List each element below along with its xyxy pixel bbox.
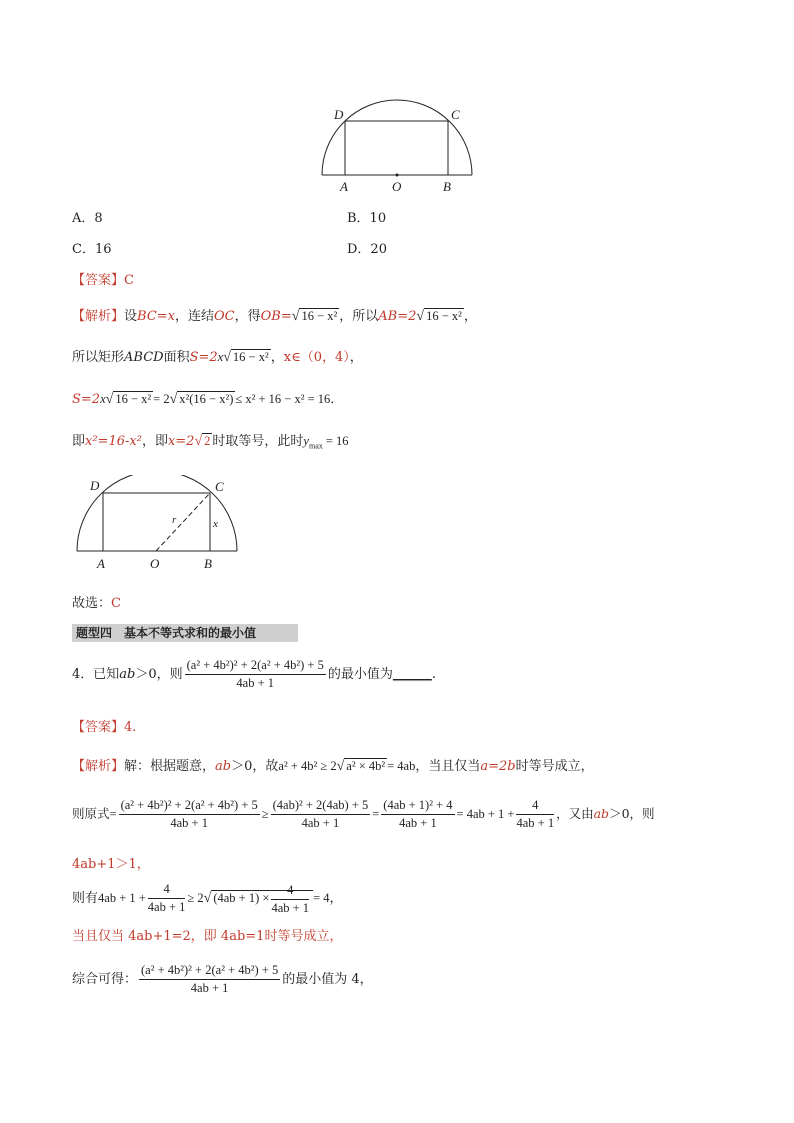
sqrt-expression: √ a² × 4b²: [336, 759, 386, 774]
math-oc: OC: [214, 309, 235, 324]
text: 所以矩形: [72, 350, 125, 365]
text: 4．已知: [72, 667, 120, 682]
answer-tag: 【答案】: [72, 720, 125, 735]
q4-analysis-line-3: 4ab+1＞1，: [72, 857, 150, 872]
text: ＞0，则: [609, 806, 655, 821]
math-expression: = 4ab + 1 +: [456, 807, 515, 821]
math-x-value: x=2: [167, 434, 195, 449]
math-s: S=2: [189, 350, 218, 365]
sqrt-expression: √ (4ab + 1) × $\frac{4}{4ab + 1}$: [204, 891, 313, 905]
label-c: C: [451, 107, 460, 122]
rectangle-abcd: [345, 121, 448, 175]
math-inequality: ≤ x² + 16 − x² = 16: [235, 392, 331, 406]
sqrt-expression: √ 16 − x²: [223, 350, 269, 365]
text: ，又由: [556, 806, 594, 821]
fraction: $\frac{\text{(a² + 4b²)² + 2(a² + 4b²) + 5}}{4ab + 1}$: [141, 963, 279, 995]
q3-analysis-line-1: [72, 305, 477, 325]
center-point: [396, 174, 399, 177]
text: 的最小值为: [327, 667, 393, 682]
label-x: x: [213, 518, 218, 530]
radius-dashed-line: [156, 493, 210, 551]
math-domain: x∈（0，4）: [283, 350, 350, 365]
sqrt-expression: √ 16 − x²: [291, 309, 338, 324]
answer-value: C: [124, 273, 134, 288]
text: ，当且仅当: [415, 759, 481, 774]
text: 时等号成立，: [515, 759, 594, 774]
q3-analysis-line-3: [72, 388, 343, 408]
math-expression: 4ab + 1 +: [98, 891, 146, 905]
text: ，得: [234, 309, 261, 324]
text: 时取等号，此时: [212, 434, 304, 449]
q4-analysis-line-4: [72, 882, 343, 916]
text: 的最小值为 4，: [282, 972, 373, 987]
q4-analysis-line-1: [72, 755, 594, 775]
text: ．: [330, 392, 344, 407]
sqrt-expression: √ x²(16 − x²): [169, 392, 234, 407]
math-x: x: [100, 392, 106, 406]
q4-analysis-line-2: [72, 798, 655, 831]
math-eq: =: [109, 807, 117, 821]
q3-choose: [72, 592, 121, 611]
option-a: A．8: [72, 211, 103, 226]
text: .: [431, 667, 436, 682]
text: ，: [270, 350, 284, 365]
text: ＞0，故: [231, 759, 279, 774]
math-x: x: [217, 350, 224, 364]
math-condition: a=2b: [480, 759, 516, 774]
math-equation: x²=16-x²: [85, 434, 142, 449]
math-abcd: ABCD: [124, 350, 164, 365]
math-ab: ab: [593, 806, 610, 821]
sqrt-expression: √ 16 − x²: [416, 309, 462, 324]
semicircle-arc: [77, 475, 237, 551]
label-r: r: [172, 514, 177, 526]
option-c: C．16: [72, 242, 112, 257]
text: 则原式: [72, 806, 110, 821]
math-s: S=2: [72, 392, 101, 407]
section-title: 题型四 基本不等式求和的最小值: [72, 624, 298, 642]
text: ，所以: [339, 309, 379, 324]
text: ，: [329, 891, 343, 906]
text: 即: [72, 434, 86, 449]
fraction: $\frac{\text{(a² + 4b²)² + 2(a² + 4b²) + 5}}{4ab + 1}$: [120, 798, 258, 830]
option-d: D．20: [347, 242, 387, 257]
math-eq: = 4: [313, 891, 330, 905]
sqrt-expression: √ 2: [194, 434, 211, 449]
math-ge: ≥: [261, 807, 269, 821]
text: 综合可得：: [72, 972, 138, 987]
choose-value: C: [111, 596, 121, 611]
semicircle-figure-2: [70, 475, 245, 575]
math-eq: = 2: [153, 392, 170, 406]
math-expression: a² + 4b² ≥ 2: [278, 759, 337, 773]
text: 解：根据题意，: [124, 759, 216, 774]
math-bc: BC=x: [137, 309, 175, 324]
text: 设: [124, 309, 138, 324]
math-value: = 16: [322, 434, 349, 448]
label-d: D: [334, 107, 344, 122]
answer-blank: ______: [392, 667, 432, 682]
label-a: A: [340, 179, 348, 194]
text: ，: [349, 350, 363, 365]
q4-analysis-line-6: [72, 963, 373, 996]
answer-tag: 【答案】: [72, 273, 125, 288]
q3-answer: [72, 269, 134, 288]
label-o: O: [392, 179, 402, 194]
analysis-tag: 【解析】: [72, 759, 125, 774]
q3-analysis-line-2: [72, 346, 363, 366]
fraction: $\frac{4}{4ab + 1}$: [516, 798, 555, 830]
math-subscript: max: [308, 441, 323, 451]
math-eq: =: [372, 807, 380, 821]
fraction: $\frac{\text{(4ab + 1)² + 4}}{4ab + 1}$: [383, 798, 453, 830]
q4-answer: [72, 716, 136, 735]
sqrt-expression: √ 16 − x²: [105, 392, 152, 407]
text: 则有: [72, 891, 99, 906]
answer-value: 4.: [124, 720, 137, 735]
fraction: $\frac{\text{(4ab)² + 2(4ab) + 5}}{4ab + 1}$: [272, 798, 369, 830]
q4-stem: [72, 658, 436, 691]
fraction: $\frac{4}{4ab + 1}$: [147, 882, 186, 914]
option-b: B．10: [347, 211, 387, 226]
text: ，连结: [175, 309, 215, 324]
math-ab: ab: [215, 759, 232, 774]
text: 面积: [163, 350, 190, 365]
math-eq: = 4ab: [387, 759, 416, 773]
semicircle-figure-1: [310, 92, 485, 197]
text: ，: [463, 309, 477, 324]
text: ＞0，则: [135, 667, 183, 682]
math-ob: OB=: [260, 309, 292, 324]
label-b: B: [443, 179, 451, 194]
text: ，即: [141, 434, 168, 449]
analysis-tag: 【解析】: [72, 309, 125, 324]
text: 故选：: [72, 596, 112, 611]
math-y: y: [303, 434, 309, 448]
q4-analysis-line-5: 当且仅当 4ab+1=2，即 4ab=1时等号成立，: [72, 929, 343, 944]
math-ge: ≥ 2: [187, 891, 204, 905]
fraction: $\frac{\text{(a² + 4b²)² + 2(a² + 4b²) + 5}}{4ab + 1}$: [186, 658, 324, 690]
math-ab: AB=2: [378, 309, 417, 324]
label-c: C: [215, 479, 224, 494]
q3-analysis-line-4: [72, 430, 349, 451]
label-o: O: [150, 556, 160, 571]
label-d: D: [90, 478, 100, 493]
rectangle-abcd: [103, 493, 210, 551]
math-ab: ab: [119, 667, 136, 682]
label-b: B: [204, 556, 212, 571]
label-a: A: [97, 556, 105, 571]
